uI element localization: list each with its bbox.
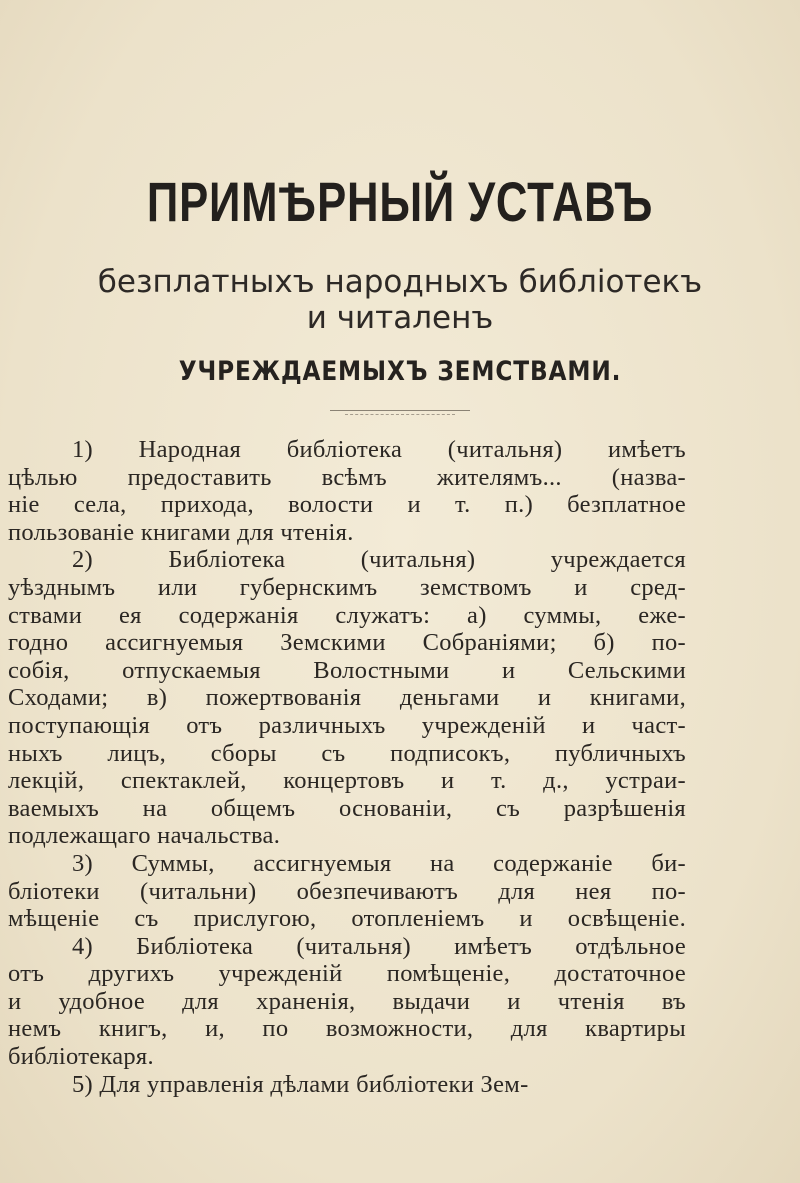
text-line: подлежащаго начальства.: [8, 822, 281, 850]
text-line: 3) Суммы, ассигнуемыя на содержаніе би-: [72, 849, 686, 877]
text-line: лекцій, спектаклей, концертовъ и т. д., устраи-: [8, 767, 686, 795]
document-subtitle-line1: безплатныхъ народныхъ библіотекъ: [97, 264, 703, 300]
text-line: ніе села, прихода, волости и т. п.) безплатное: [8, 491, 686, 519]
text-line: ваемыхъ на общемъ основаніи, съ разрѣшенія: [8, 794, 686, 822]
text-line: ныхъ лицъ, сборы съ подписокъ, публичныхъ: [8, 739, 686, 767]
text-line: пользованіе книгами для чтенія.: [8, 518, 354, 546]
body-text: [8, 436, 686, 1098]
text-line: немъ книгъ, и, по возможности, для квартиры: [8, 1015, 686, 1043]
document-subtitle-line2: и читаленъ: [306, 300, 494, 336]
text-line: 2) Библіотека (читальня) учреждается: [72, 546, 686, 574]
divider-rule-dashed: [345, 414, 455, 415]
text-line: мѣщеніе съ прислугою, отопленіемъ и освѣщеніе.: [8, 905, 686, 933]
text-line: цѣлью предоставить всѣмъ жителямъ... (назва-: [8, 463, 686, 491]
text-line: поступающія отъ различныхъ учрежденій и част-: [8, 711, 686, 739]
document-title: ПРИМѢРНЫЙ УСТАВЪ: [146, 170, 654, 233]
text-line: и удобное для храненія, выдачи и чтенія въ: [8, 987, 686, 1015]
text-line: годно ассигнуемыя Земскими Собраніями; б) по-: [8, 629, 686, 657]
text-line: Сходами; в) пожертвованія деньгами и книгами,: [8, 684, 686, 712]
text-line: 4) Библіотека (читальня) имѣетъ отдѣльное: [72, 932, 686, 960]
divider-rule: [330, 410, 470, 411]
text-line: библіотекаря.: [8, 1043, 154, 1071]
text-line: 5) Для управленія дѣлами библіотеки Зем-: [72, 1070, 529, 1098]
text-line: бліотеки (читальни) обезпечиваютъ для нея по-: [8, 877, 686, 905]
text-line: уѣзднымъ или губернскимъ земствомъ и сред-: [8, 573, 686, 601]
text-line: отъ другихъ учрежденій помѣщеніе, достаточное: [8, 960, 686, 988]
text-line: собія, отпускаемыя Волостными и Сельскими: [8, 656, 686, 684]
document-institution: УЧРЕЖДАЕМЫХЪ ЗЕМСТВАМИ.: [178, 356, 622, 387]
text-line: 1) Народная библіотека (читальня) имѣетъ: [72, 436, 686, 463]
text-line: ствами ея содержанія служатъ: а) суммы, еже-: [8, 601, 686, 629]
